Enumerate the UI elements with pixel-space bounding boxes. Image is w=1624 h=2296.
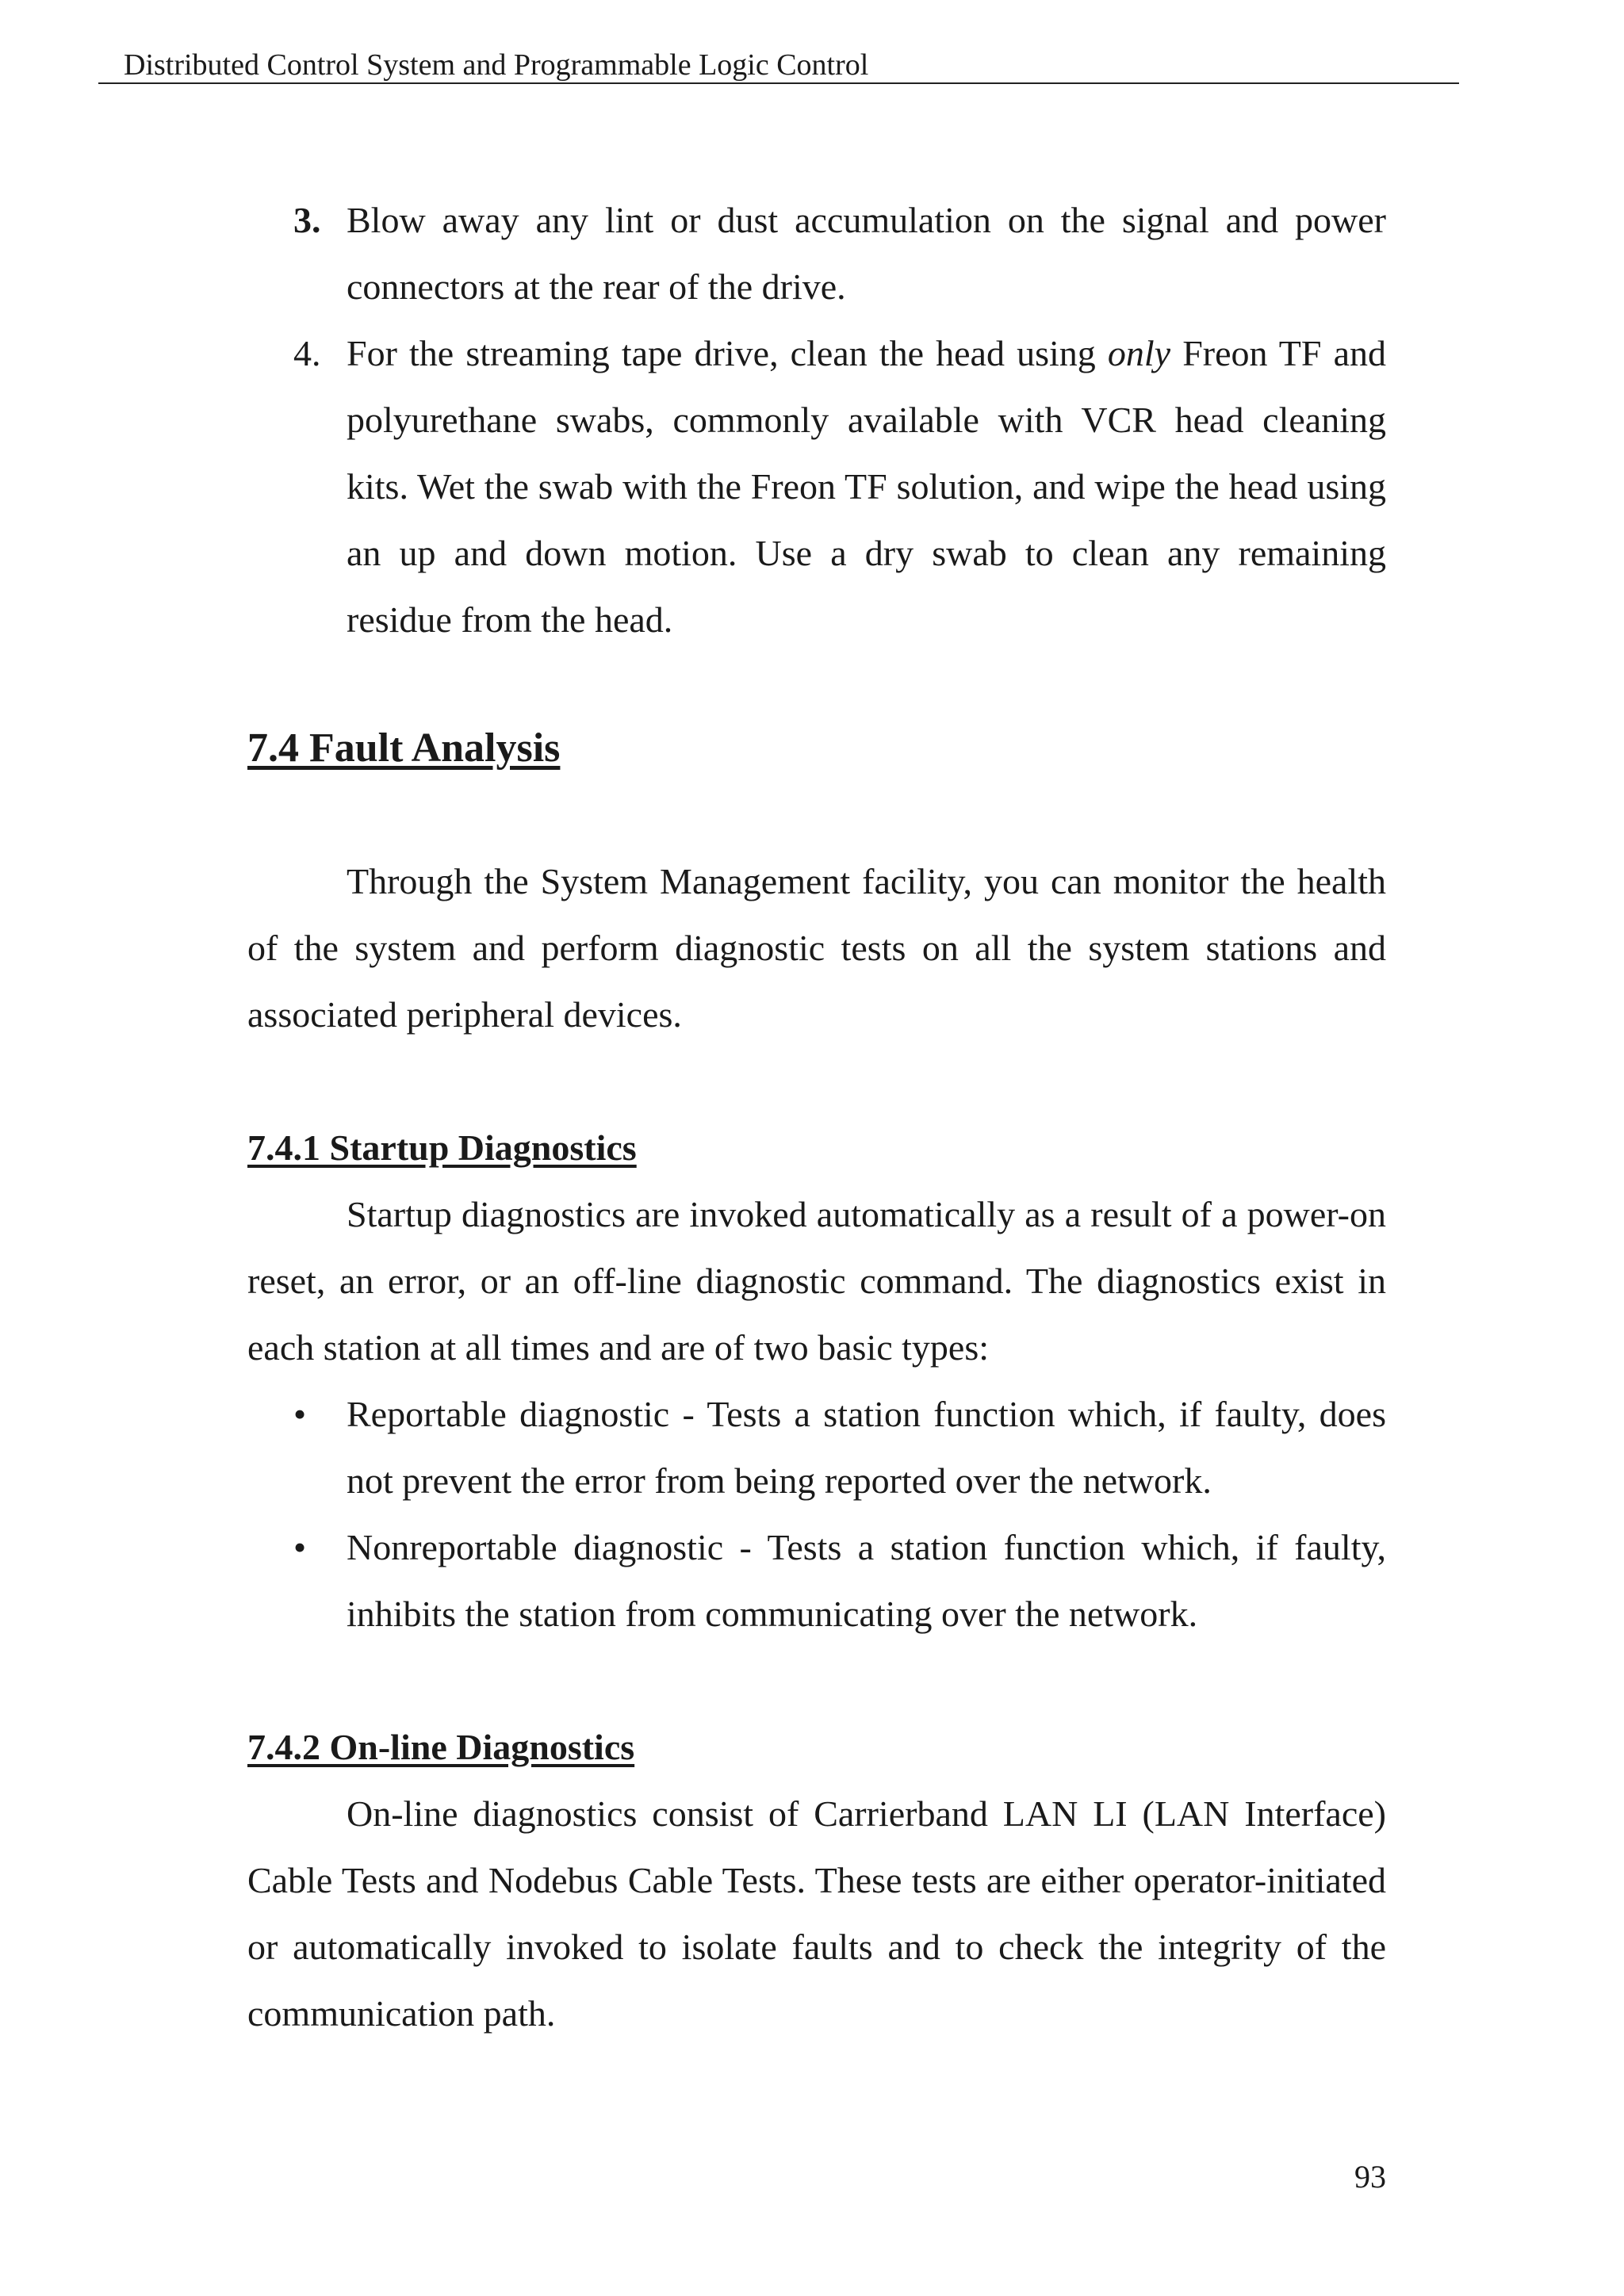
subsection-heading-7-4-1: 7.4.1 Startup Diagnostics	[247, 1127, 637, 1168]
list-item-3	[247, 187, 1386, 320]
bullet-icon: •	[293, 1394, 307, 1434]
section-7-4-paragraph: Through the System Management facility, you can monitor the health of the system and perform diagnostic tests on all the system stations and associated peripheral devices.	[247, 861, 1386, 1035]
list-item-emphasis: only	[1107, 333, 1171, 373]
page-number: 93	[1354, 2159, 1386, 2195]
list-item-number: 3.	[293, 200, 321, 240]
bullet-item-nonreportable	[247, 1514, 1386, 1647]
section-7-4-2-paragraph: On-line diagnostics consist of Carrierband LAN LI (LAN Interface) Cable Tests and Nodebus Cable Tests. These tests are either operator-initiated or automatically invoked to isolate faults and to check the integrity of the communication path.	[247, 1793, 1386, 2034]
list-item-4	[247, 320, 1386, 653]
list-item-text-end: Freon TF and polyurethane swabs, commonly available with VCR head cleaning kits. Wet the swab with the Freon TF solution, and wipe the head using an up and down motion. Use a dry swab to clean any remaining residue from the head.	[347, 333, 1386, 640]
bullet-icon: •	[293, 1527, 307, 1567]
section-7-4-1-paragraph: Startup diagnostics are invoked automatically as a result of a power-on reset, an error, or an off-line diagnostic command. The diagnostics exist in each station at all times and are of two basic types:	[247, 1194, 1386, 1368]
section-heading-7-4: 7.4 Fault Analysis	[247, 725, 561, 771]
running-header	[98, 48, 1459, 84]
list-item-text-start: For the streaming tape drive, clean the head using	[347, 333, 1108, 373]
bullet-text: Reportable diagnostic - Tests a station function which, if faulty, does not prevent the error from being reported over the network.	[347, 1394, 1386, 1501]
list-item-number: 4.	[293, 333, 321, 373]
page-body	[247, 187, 1386, 2047]
list-item-text: Blow away any lint or dust accumulation on the signal and power connectors at the rear of the drive.	[347, 200, 1386, 307]
bullet-item-reportable	[247, 1381, 1386, 1514]
bullet-text: Nonreportable diagnostic - Tests a station function which, if faulty, inhibits the station from communicating over the network.	[347, 1527, 1386, 1634]
subsection-heading-7-4-2: 7.4.2 On-line Diagnostics	[247, 1727, 635, 1767]
running-header-title: Distributed Control System and Programmable Logic Control	[124, 48, 869, 82]
